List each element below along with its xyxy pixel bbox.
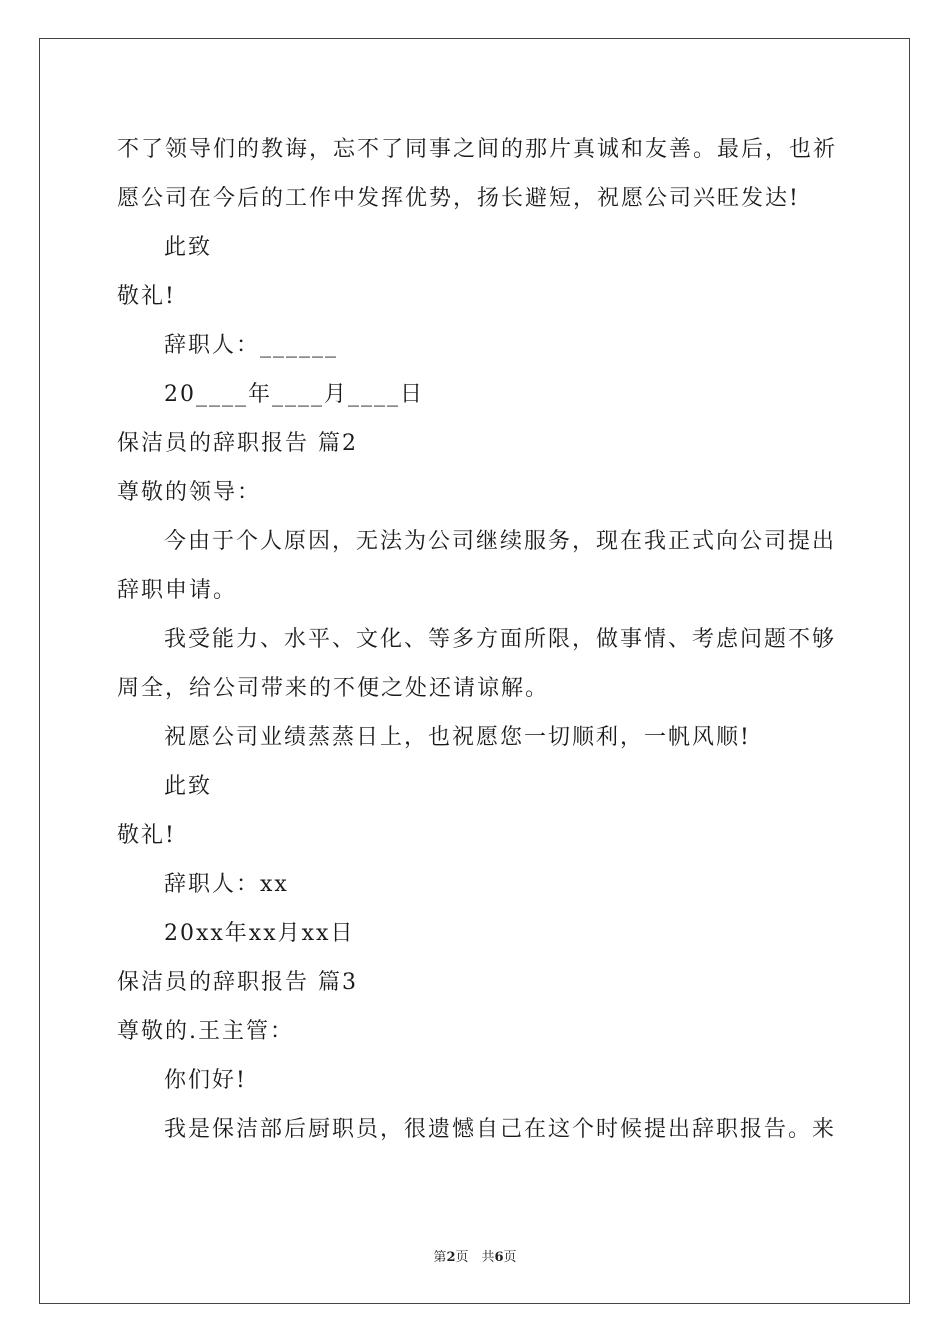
closing-salutation: 此致	[164, 235, 213, 260]
total-page-count: 6	[494, 1250, 504, 1265]
date-line: 20____年____月____日	[164, 382, 424, 407]
section-heading: 保洁员的辞职报告 篇2	[117, 431, 358, 456]
text-line: 周全，给公司带来的不便之处还请谅解。	[117, 676, 550, 701]
closing-regards: 敬礼!	[117, 284, 176, 309]
page-label-prefix: 第	[433, 1250, 447, 1265]
signature-line: 辞职人：______	[164, 333, 339, 358]
text-line: 辞职申请。	[117, 578, 238, 603]
current-page-number: 2	[446, 1250, 456, 1265]
section-heading: 保洁员的辞职报告 篇3	[117, 970, 358, 995]
document-body	[117, 125, 837, 1154]
page-label-middle: 页 共	[455, 1250, 495, 1265]
closing-salutation: 此致	[164, 774, 213, 799]
text-line: 我是保洁部后厨职员，很遗憾自己在这个时候提出辞职报告。来	[164, 1117, 837, 1142]
text-line: 今由于个人原因，无法为公司继续服务，现在我正式向公司提出	[164, 529, 837, 554]
signature-line: 辞职人：xx	[164, 872, 289, 897]
text-line: 不了领导们的教诲，忘不了同事之间的那片真诚和友善。最后，也祈	[117, 137, 838, 162]
page-label-suffix: 页	[503, 1250, 517, 1265]
page-footer	[0, 1246, 950, 1265]
greeting: 尊敬的领导：	[117, 480, 262, 505]
text-line: 你们好!	[164, 1068, 247, 1093]
date-line: 20xx年xx月xx日	[164, 921, 355, 946]
text-line: 愿公司在今后的工作中发挥优势，扬长避短，祝愿公司兴旺发达!	[117, 186, 800, 211]
greeting: 尊敬的.王主管：	[117, 1019, 294, 1044]
text-line: 祝愿公司业绩蒸蒸日上，也祝愿您一切顺利，一帆风顺!	[164, 725, 751, 750]
text-line: 我受能力、水平、文化、等多方面所限，做事情、考虑问题不够	[164, 627, 837, 652]
closing-regards: 敬礼!	[117, 823, 176, 848]
